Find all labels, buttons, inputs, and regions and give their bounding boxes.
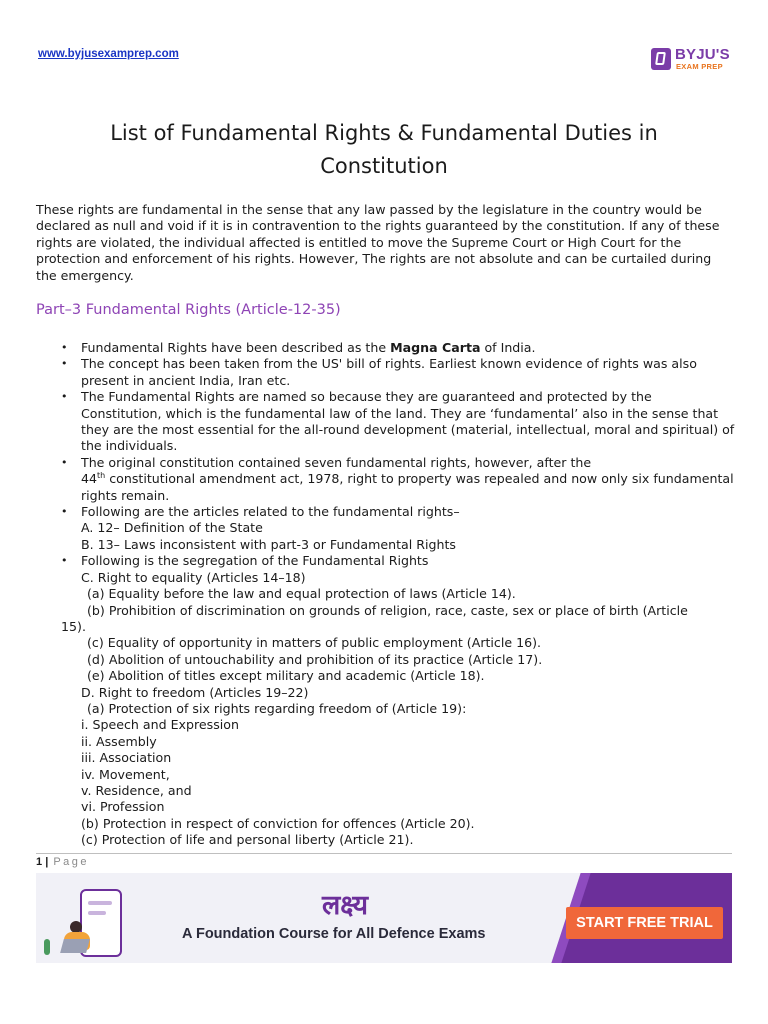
sub-item: i. Speech and Expression — [81, 717, 239, 733]
sub-item: (a) Equality before the law and equal protection of laws (Article 14). — [87, 586, 516, 602]
sub-item: A. 12– Definition of the State — [81, 520, 263, 536]
intro-paragraph: These rights are fundamental in the sense that any law passed by the legislature in the country would be declared as null and void if it is in contravention to the rights guaranteed by the constitution. If any of these rights are violated, the individual affected is entitled to move the Supreme Court or High Court for the protection and enforcement of his rights. However, The rights are not absolute and can be curtailed during the emergency. — [36, 202, 720, 283]
list-item-line: • The original constitution contained seven fundamental rights, however, after the — [81, 454, 592, 470]
sub-item: (b) Protection in respect of conviction for offences (Article 20). — [81, 815, 475, 831]
ad-banner[interactable] — [36, 873, 732, 963]
sub-item-wrap: 15). — [61, 618, 86, 634]
rights-list — [61, 340, 736, 849]
byjus-logo-icon — [651, 48, 671, 70]
sub-heading: C. Right to equality (Articles 14–18) — [81, 569, 306, 585]
list-item-text: constitutional amendment act, 1978, right to property was repealed and now only six fundamental rights remain. — [81, 471, 734, 503]
list-item: • The concept has been taken from the US' bill of rights. Earliest known evidence of rights was also present in ancient India, Iran etc. — [61, 356, 736, 389]
sub-item: (c) Equality of opportunity in matters of public employment (Article 16). — [87, 635, 542, 651]
list-item-text: of India. — [480, 340, 536, 355]
laptop-icon — [60, 939, 90, 953]
plant-icon — [44, 939, 50, 955]
logo-main-text: BYJU'S — [675, 46, 730, 63]
sub-item: (b) Prohibition of discrimination on grounds of religion, race, caste, sex or place of birth (Article — [87, 602, 688, 618]
sub-item: ii. Assembly — [81, 733, 157, 749]
start-free-trial-button[interactable]: START FREE TRIAL — [566, 907, 723, 939]
sub-item: (d) Abolition of untouchability and prohibition of its practice (Article 17). — [87, 651, 543, 667]
student-illustration — [36, 873, 171, 963]
section-heading: Part–3 Fundamental Rights (Article-12-35) — [36, 302, 341, 318]
sub-item: vi. Profession — [81, 799, 165, 815]
sub-item: (a) Protection of six rights regarding freedom of (Article 19): — [87, 700, 467, 716]
list-item — [61, 340, 736, 356]
website-link[interactable]: www.byjusexamprep.com — [38, 48, 179, 60]
document-title: List of Fundamental Rights & Fundamental Duties in Constitution — [110, 121, 658, 178]
list-item-text: Fundamental Rights have been described as the — [81, 340, 391, 355]
ordinal-suffix: th — [97, 471, 106, 481]
list-item: • The Fundamental Rights are named so because they are guaranteed and protected by the Constitution, which is the fundamental law of the land. They are ‘fundamental’ also in the sense that they are the most essential for the all-round development (material, intellectual, moral and spiritual) of the individuals. — [61, 389, 736, 455]
page-separator: | — [45, 856, 49, 868]
sub-item: iv. Movement, — [81, 766, 170, 782]
logo-sub-text: EXAM PREP — [676, 62, 723, 71]
page-number — [36, 856, 89, 868]
list-item-line — [81, 471, 736, 504]
list-item: • Following are the articles related to the fundamental rights– — [61, 504, 736, 520]
footer-divider — [36, 853, 732, 854]
sub-item: (e) Abolition of titles except military and academic (Article 18). — [87, 668, 485, 684]
byjus-logo — [651, 45, 731, 73]
sub-item: v. Residence, and — [81, 782, 192, 798]
list-item — [61, 455, 736, 504]
sub-heading: D. Right to freedom (Articles 19–22) — [81, 684, 309, 700]
banner-hindi-title: लक्ष्य — [322, 890, 368, 921]
banner-tagline: A Foundation Course for All Defence Exams — [182, 926, 486, 942]
sub-item: B. 13– Laws inconsistent with part-3 or Fundamental Rights — [81, 536, 456, 552]
page-label: Page — [53, 856, 90, 868]
sub-item: (c) Protection of life and personal liberty (Article 21). — [81, 832, 414, 848]
list-item-bold: Magna Carta — [390, 340, 481, 355]
page-number-value: 1 — [36, 856, 43, 868]
amendment-number: 44 — [81, 471, 98, 487]
list-item: • Following is the segregation of the Fundamental Rights — [61, 553, 736, 569]
sub-item: iii. Association — [81, 750, 172, 766]
